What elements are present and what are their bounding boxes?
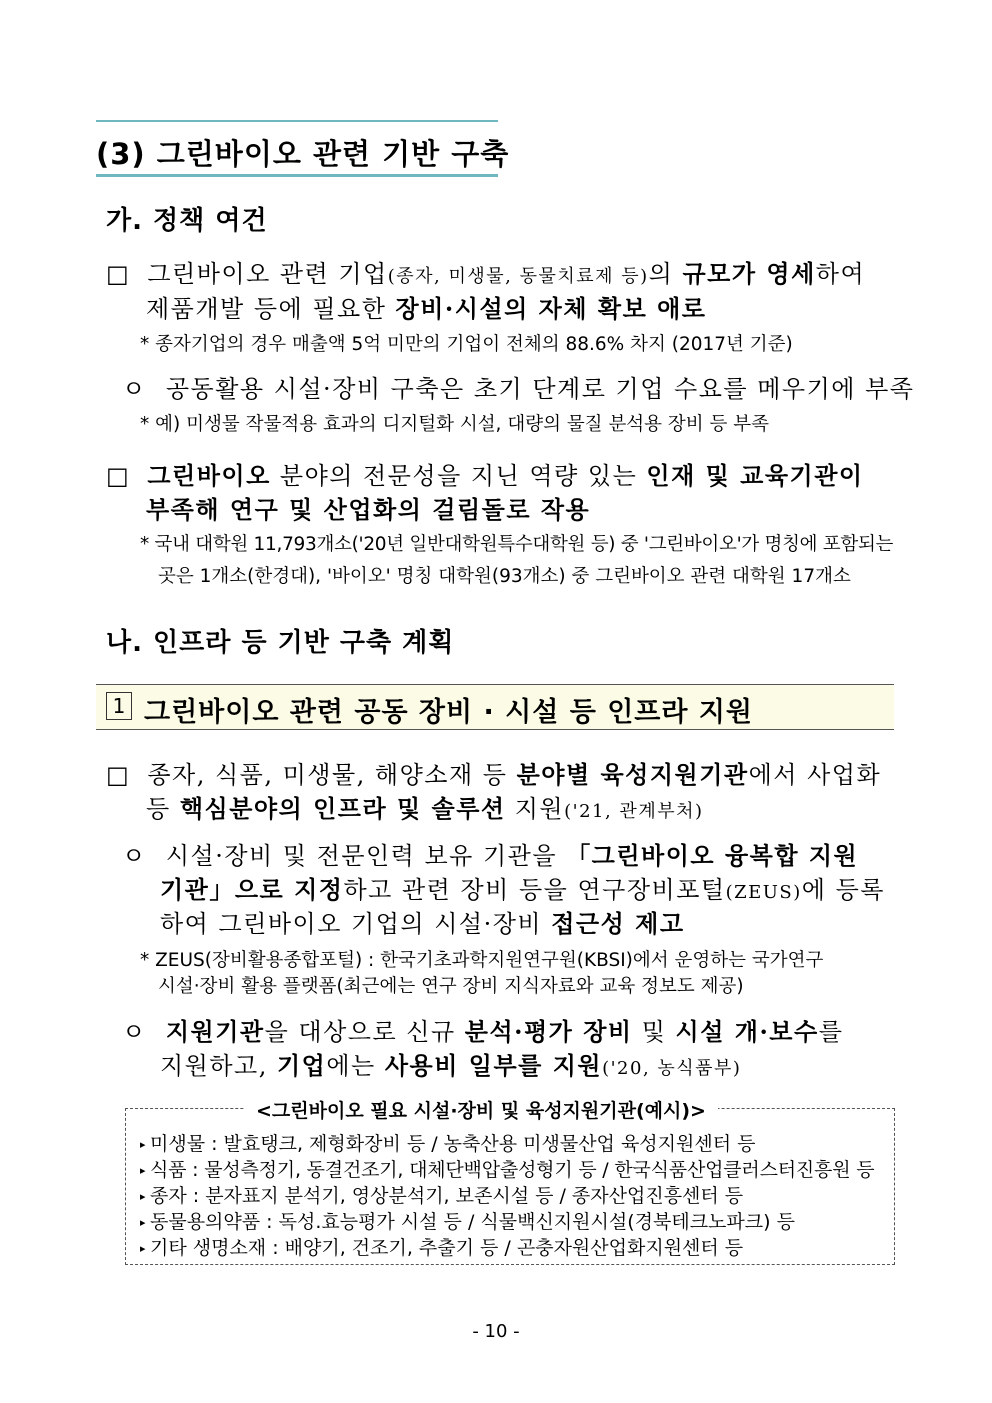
example-item: [140, 1181, 743, 1208]
bullet-icon: ▸: [140, 1164, 146, 1177]
box-marker: □: [106, 260, 131, 288]
emphasis-text: 장비·시설의 자체 확보 애로: [395, 294, 707, 323]
example-item-text: 동물용의약품 : 독성.효능평가 시설 등 / 식물백신지원시설(경북테크노파크) 등: [150, 1211, 795, 1233]
paragraph-na-1: [106, 757, 881, 793]
box-marker: □: [106, 462, 131, 490]
section-title: (3) 그린바이오 관련 기반 구축: [96, 137, 510, 171]
example-item-text: 식품 : 물성측정기, 동결건조기, 대체단백압출성형기 등 / 한국식품산업클러스터진흥원 등: [150, 1159, 875, 1181]
text: 시설·장비 및 전문인력 보유 기관을: [165, 842, 567, 870]
emphasis-text: 그린바이오: [147, 461, 271, 490]
paragraph-na-2-line3: [160, 906, 685, 942]
example-item: [140, 1233, 743, 1260]
example-box: [125, 1108, 895, 1265]
emphasis-text: 「그린바이오 융복합 지원: [566, 841, 859, 870]
emphasis-text: 지원기관: [165, 1017, 265, 1046]
bullet-icon: ▸: [140, 1242, 146, 1255]
box-number: 1: [106, 692, 132, 720]
example-item-text: 종자 : 분자표지 분석기, 영상분석기, 보존시설 등 / 종자산업진흥센터 등: [150, 1185, 744, 1207]
emphasis-text: 규모가 영세: [682, 259, 816, 288]
text: 에 등록: [801, 876, 885, 904]
emphasis-text: 인재 및 교육기관이: [646, 461, 864, 490]
text: 의: [648, 260, 683, 288]
paragraph-na-2-line2: [160, 872, 885, 910]
note-ga-3-line2: 곳은 1개소(한경대), '바이오' 명칭 대학원(93개소) 중 그린바이오 관련 대학원 17개소: [158, 566, 851, 587]
example-item: [140, 1207, 795, 1234]
text: ('20, 농식품부): [602, 1058, 742, 1079]
example-item: [140, 1129, 755, 1156]
section-heading: [96, 120, 510, 177]
emphasis-text: 핵심분야의 인프라 및 솔루션: [179, 794, 506, 823]
text: 지원: [505, 795, 565, 823]
text: 공동활용 시설·장비 구축은 초기 단계로 기업 수요를 메우기에 부족: [165, 375, 915, 403]
emphasis-text: 기관」으로 지정: [160, 875, 344, 904]
emphasis-text: 사용비 일부를 지원: [384, 1051, 603, 1080]
emphasis-text: 분야별 육성지원기관: [516, 760, 749, 789]
note-ga-1: * 종자기업의 경우 매출액 5억 미만의 기업이 전체의 88.6% 차지 (2017년 기준): [140, 334, 793, 355]
subsection-title-ga: 가. 정책 여건: [106, 206, 268, 236]
example-item-text: 미생물 : 발효탱크, 제형화장비 등 / 농축산용 미생물산업 육성지원센터 등: [150, 1133, 756, 1155]
emphasis-text: 분석·평가 장비: [464, 1017, 633, 1046]
bullet-icon: ▸: [140, 1138, 146, 1151]
text: 그린바이오 관련 기업: [147, 260, 388, 288]
box-heading-text: 그린바이오 관련 공동 장비 · 시설 등 인프라 지원: [144, 697, 754, 728]
text: (ZEUS): [725, 882, 802, 903]
note-ga-3-line1: * 국내 대학원 11,793개소('20년 일반대학원특수대학원 등) 중 '그린바이오'가 명칭에 포함되는: [140, 534, 894, 555]
text: 등: [146, 795, 180, 823]
text: 분야의 전문성을 지닌 역량 있는: [270, 462, 647, 490]
text: 에서 사업화: [748, 761, 882, 789]
bullet-icon: ▸: [140, 1216, 146, 1229]
text: 종자, 식품, 미생물, 해양소재 등: [147, 761, 517, 789]
text: 제품개발 등에 필요한: [146, 295, 396, 323]
note-ga-2: * 예) 미생물 작물적용 효과의 디지털화 시설, 대량의 물질 분석용 장비 등 부족: [140, 414, 770, 435]
text: 지원하고,: [160, 1052, 277, 1080]
emphasis-text: 부족해 연구 및 산업화의 걸림돌로 작용: [146, 495, 591, 524]
paragraph-ga-1-line2: [146, 291, 707, 327]
paragraph-na-2: [122, 838, 858, 874]
paragraph-na-3-line2: [160, 1048, 741, 1086]
text: 및: [632, 1018, 676, 1046]
text: 하여: [815, 260, 866, 288]
text: 하고 관련 장비 등을 연구장비포털: [343, 876, 726, 904]
paragraph-ga-2: [122, 372, 914, 407]
text: ('21, 관계부처): [564, 801, 704, 822]
circle-marker: ㅇ: [122, 1018, 147, 1046]
text: 을 대상으로 신규: [264, 1018, 465, 1046]
circle-marker: ㅇ: [122, 842, 147, 870]
text: 에는: [326, 1052, 385, 1080]
emphasis-text: 접근성 제고: [551, 909, 685, 938]
page-number: - 10 -: [472, 1321, 520, 1342]
text: 하여 그린바이오 기업의 시설·장비: [160, 910, 552, 938]
plan-box-heading: [96, 684, 894, 730]
example-item: [140, 1155, 874, 1182]
note-na-1-line1: * ZEUS(장비활용종합포털) : 한국기초과학지원연구원(KBSI)에서 운영하는 국가연구: [140, 950, 824, 971]
subsection-title-na: 나. 인프라 등 기반 구축 계획: [106, 628, 455, 658]
paragraph-ga-3: [106, 458, 864, 494]
note-na-1-line2: 시설·장비 활용 플랫폼(최근에는 연구 장비 지식자료와 교육 정보도 제공): [158, 976, 744, 997]
emphasis-text: 기업: [277, 1051, 327, 1080]
circle-marker: ㅇ: [122, 375, 147, 403]
emphasis-text: 시설 개·보수: [675, 1017, 819, 1046]
example-box-title: <그린바이오 필요 시설·장비 및 육성지원기관(예시)>: [244, 1096, 718, 1123]
paragraph-ga-1: [106, 256, 865, 294]
box-marker: □: [106, 761, 131, 789]
paragraph-na-1-line2: [146, 791, 704, 829]
text: 를: [818, 1018, 844, 1046]
text: (종자, 미생물, 동물치료제 등): [387, 266, 649, 287]
paragraph-ga-3-line2: [146, 492, 590, 528]
paragraph-na-3: [122, 1014, 843, 1050]
bullet-icon: ▸: [140, 1190, 146, 1203]
example-item-text: 기타 생명소재 : 배양기, 건조기, 추출기 등 / 곤충자원산업화지원센터 등: [150, 1237, 744, 1259]
